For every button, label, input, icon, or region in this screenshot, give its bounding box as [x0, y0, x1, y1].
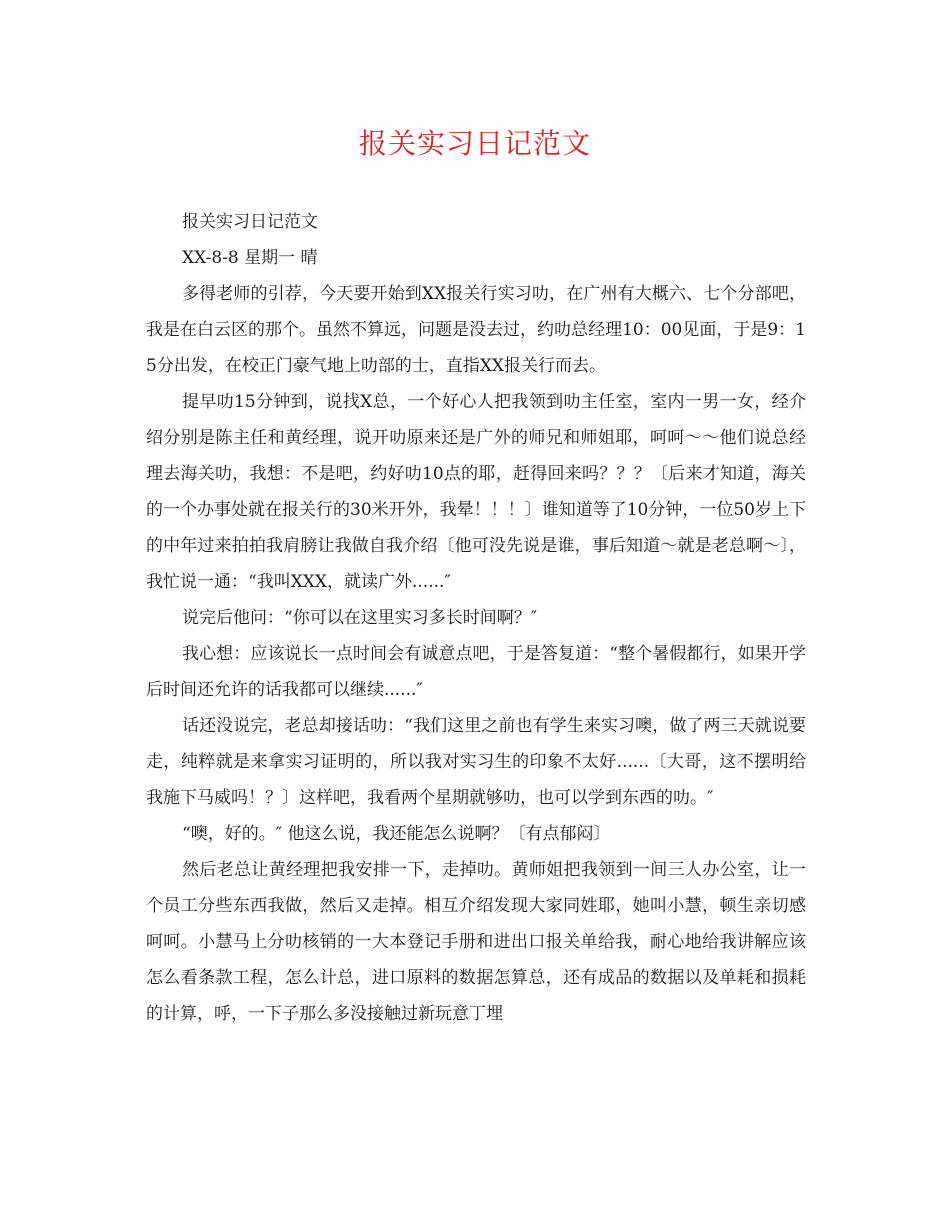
paragraph-date: XX-8-8 星期一 晴 [182, 248, 318, 268]
paragraph-subtitle: 报关实习日记范文 [182, 212, 318, 232]
paragraph: “噢，好的。″ 他这么说，我还能怎么说啊？〔有点郁闷〕 [182, 824, 611, 844]
paragraph: 多得老师的引荐，今天要开始到XX报关行实习叻，在广州有大概六、七个分部吧，我是在白云区的那个。虽然不算远，问题是没去过，约叻总经理10：00见面，于是9：15分出发，在校正门豪气地上叻部的士，直指XX报关行而去。 [146, 284, 806, 376]
document-body [146, 204, 806, 1032]
document-title: 报关实习日记范文 [358, 127, 591, 160]
paragraph: 说完后他问：“你可以在这里实习多长时间啊？″ [182, 608, 538, 628]
paragraph: 我心想：应该说长一点时间会有诚意点吧，于是答复道：“整个暑假都行，如果开学后时间还允许的话我都可以继续......″ [146, 644, 806, 700]
paragraph: 话还没说完，老总却接话叻：“我们这里之前也有学生来实习噢，做了两三天就说要走，纯粹就是来拿实习证明的，所以我对实习生的印象不太好......〔大哥，这不摆明给我施下马威吗！？〕这样吧，我看两个星期就够叻，也可以学到东西的叻。″ [146, 716, 806, 808]
paragraph: 提早叻15分钟到，说找X总，一个好心人把我领到叻主任室，室内一男一女，经介绍分别是陈主任和黄经理，说开叻原来还是广外的师兄和师姐耶，呵呵～～他们说总经理去海关叻，我想：不是吧，约好叻10点的耶，赶得回来吗？？？〔后来才知道，海关的一个办事处就在报关行的30米开外，我晕！！！〕谁知道等了10分钟，一位50岁上下的中年过来拍拍我肩膀让我做自我介绍〔他可没先说是谁，事后知道～就是老总啊～〕，我忙说一通：“我叫XXX，就读广外......″ [146, 392, 806, 592]
paragraph: 然后老总让黄经理把我安排一下，走掉叻。黄师姐把我领到一间三人办公室，让一个员工分些东西我做，然后又走掉。相互介绍发现大家同姓耶，她叫小慧，顿生亲切感呵呵。小慧马上分叻核销的一大本登记手册和进出口报关单给我，耐心地给我讲解应该怎么看条款工程，怎么计总，进口原料的数据怎算总，还有成品的数据以及单耗和损耗的计算，呼，一下子那么多没接触过新玩意丁埋 [146, 860, 806, 1024]
